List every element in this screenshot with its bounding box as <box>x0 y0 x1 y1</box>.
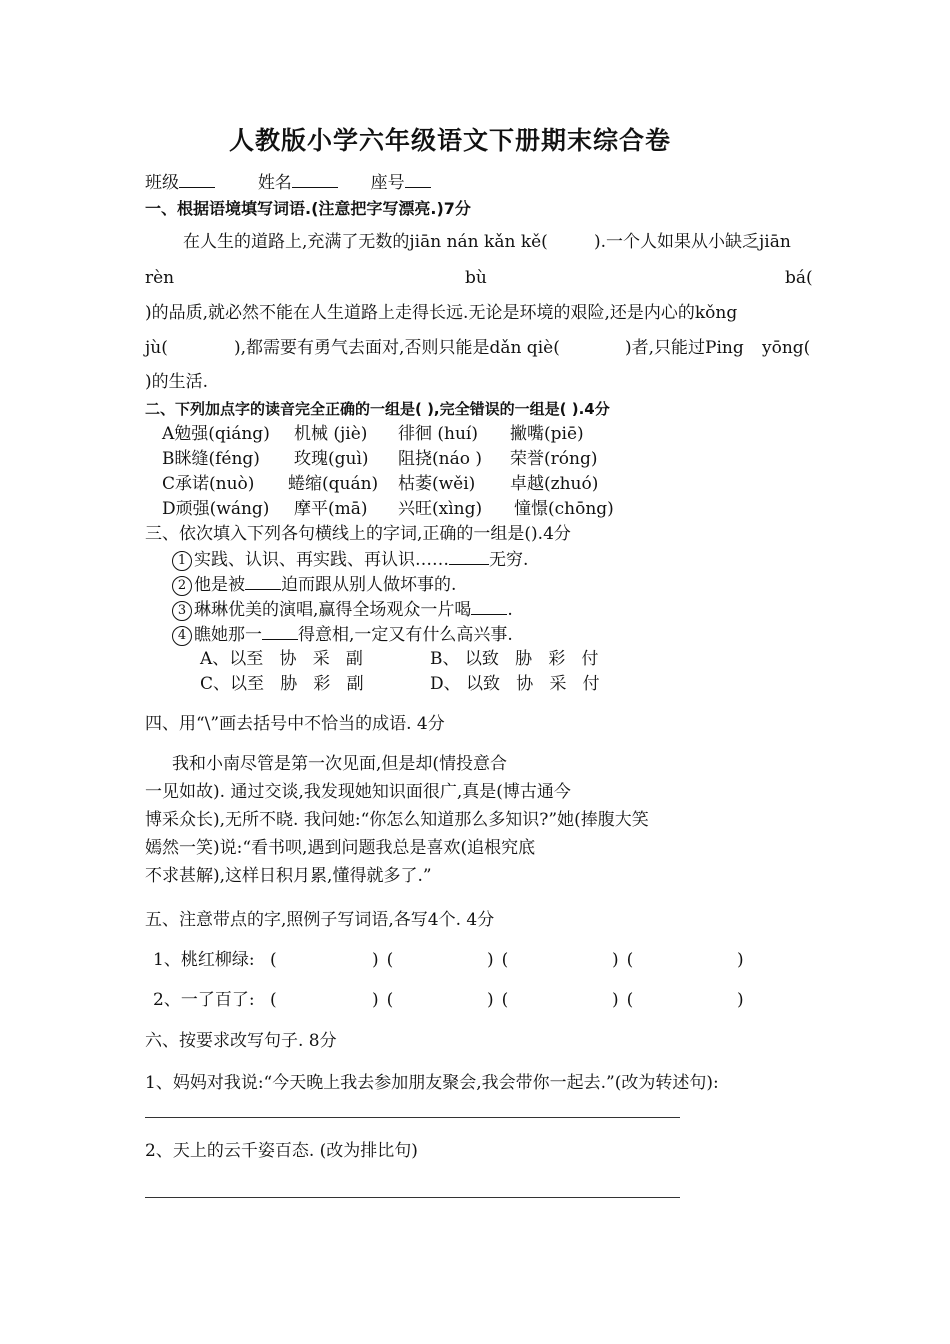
choice-c: C、以至 胁 彩 副 <box>200 674 364 694</box>
paren-close-open: ) ( <box>612 990 634 1010</box>
section2-heading: 二、下列加点字的读音完全正确的一组是( ),完全错误的一组是( ).4分 <box>145 400 610 418</box>
option-item: C承诺(nuò) <box>162 474 255 494</box>
option-item: 兴旺(xìng) <box>398 499 483 519</box>
section1-line2c: bá( <box>785 268 813 288</box>
section1-line3: )的品质,就必然不能在人生道路上走得长远.无论是环境的艰险,还是内心的kǒng <box>145 303 738 323</box>
section4-line: 一见如故). 通过交谈,我发现她知识面很广,真是(博古通今 <box>145 782 571 802</box>
name-blank[interactable] <box>292 172 338 188</box>
fill-blank[interactable] <box>262 624 298 640</box>
fill-blank[interactable] <box>449 549 489 565</box>
paren-close-open: ) ( <box>372 950 394 970</box>
section1-line4d: yōng( <box>762 338 811 358</box>
section2-row <box>162 424 584 444</box>
class-blank[interactable] <box>179 172 215 188</box>
section2-row <box>162 499 614 519</box>
option-item: 机械 (jiè) <box>294 424 368 444</box>
section4-line: 嫣然一笑)说:“看书呗,遇到问题我总是喜欢(追根究底 <box>145 838 536 858</box>
item-text: 琳琳优美的演唱,赢得全场观众一片喝 <box>194 600 472 620</box>
item-text: 瞧她那一 <box>194 625 262 645</box>
option-item: 憧憬(chōng) <box>514 499 614 519</box>
option-item: 徘徊 (huí) <box>398 424 479 444</box>
choice-a: A、以至 协 采 副 <box>200 649 363 669</box>
section6-q1: 1、妈妈对我说:“今天晚上我去参加朋友聚会,我会带你一起去.”(改为转述句): <box>145 1073 719 1093</box>
paren-open: ( <box>270 950 277 970</box>
section1-line2a: rèn <box>145 268 175 288</box>
section5-row1-label: 1、桃红柳绿: <box>153 950 255 970</box>
section3-item <box>172 574 456 596</box>
item-text: 迫而跟从别人做坏事的. <box>281 575 457 595</box>
section1-line4a: jù( <box>145 338 168 358</box>
section3-heading: 三、依次填入下列各句横线上的字词,正确的一组是().4分 <box>145 524 571 544</box>
option-item: D顽强(wáng) <box>162 499 270 519</box>
option-item: 撇嘴(piē) <box>510 424 584 444</box>
section4-line: 不求甚解),这样日积月累,懂得就多了.” <box>145 866 432 886</box>
section1-line4b: ),都需要有勇气去面对,否则只能是dǎn qiè( <box>234 338 560 358</box>
paren-close-open: ) ( <box>487 990 509 1010</box>
choice-d: D、 以致 协 采 付 <box>430 674 600 694</box>
choice-b: B、 以致 胁 彩 付 <box>430 649 599 669</box>
option-item: B眯缝(féng) <box>162 449 260 469</box>
section1-line2b: bù <box>465 268 487 288</box>
fill-blank[interactable] <box>471 599 507 615</box>
section2-row <box>162 474 598 494</box>
paren-open: ( <box>270 990 277 1010</box>
option-item: 荣誉(róng) <box>510 449 598 469</box>
section5-heading: 五、注意带点的字,照例子写词语,各写4个. 4分 <box>145 910 495 930</box>
paren-close-open: ) ( <box>612 950 634 970</box>
name-label: 姓名 <box>257 173 292 193</box>
item-text: 他是被 <box>194 575 245 595</box>
section1-line1b: ).一个人如果从小缺乏jiān <box>594 232 791 252</box>
section1-line4c: )者,只能过Ping <box>625 338 744 358</box>
fill-blank[interactable] <box>245 574 281 590</box>
student-info-line <box>145 172 431 193</box>
section3-item <box>172 599 513 621</box>
section6-heading: 六、按要求改写句子. 8分 <box>145 1031 337 1051</box>
item-text: 无穷. <box>489 550 529 570</box>
section3-item <box>172 549 528 571</box>
option-item: 蜷缩(quán) <box>288 474 379 494</box>
paren-close-open: ) ( <box>372 990 394 1010</box>
item-text: . <box>507 600 513 620</box>
page-title: 人教版小学六年级语文下册期末综合卷 <box>228 126 671 155</box>
seat-blank[interactable] <box>405 172 431 188</box>
answer-line-2[interactable] <box>145 1197 680 1198</box>
section1-line1a: 在人生的道路上,充满了无数的jiān nán kǎn kě( <box>183 232 548 252</box>
seat-label: 座号 <box>370 173 405 193</box>
option-item: 摩平(mā) <box>294 499 368 519</box>
option-item: A勉强(qiáng) <box>162 424 270 444</box>
option-item: 阻挠(náo ) <box>398 449 482 469</box>
section3-item <box>172 624 513 646</box>
class-label: 班级 <box>145 173 179 193</box>
paren-close: ) <box>737 950 744 970</box>
section4-line: 博采众长),无所不晓. 我问她:“你怎么知道那么多知识?”她(捧腹大笑 <box>145 810 649 830</box>
paren-close-open: ) ( <box>487 950 509 970</box>
item-number: 1 <box>172 551 192 571</box>
item-number: 2 <box>172 576 192 596</box>
item-text: 实践、认识、再实践、再认识…… <box>194 550 449 570</box>
item-text: 得意相,一定又有什么高兴事. <box>298 625 513 645</box>
answer-line-1[interactable] <box>145 1117 680 1118</box>
option-item: 玫瑰(guì) <box>294 449 369 469</box>
paren-close: ) <box>737 990 744 1010</box>
section5-row2-label: 2、一了百了: <box>153 990 255 1010</box>
option-item: 枯萎(wěi) <box>398 474 476 494</box>
item-number: 3 <box>172 601 192 621</box>
section2-row <box>162 449 597 469</box>
section1-heading: 一、根据语境填写词语.(注意把字写漂亮.)7分 <box>145 199 471 218</box>
section4-heading: 四、用“\”画去括号中不恰当的成语. 4分 <box>145 714 445 734</box>
option-item: 卓越(zhuó) <box>510 474 599 494</box>
item-number: 4 <box>172 626 192 646</box>
section1-line5: )的生活. <box>145 372 209 392</box>
section6-q2: 2、天上的云千姿百态. (改为排比句) <box>145 1141 418 1161</box>
section4-line: 我和小南尽管是第一次见面,但是却(情投意合 <box>172 754 508 774</box>
